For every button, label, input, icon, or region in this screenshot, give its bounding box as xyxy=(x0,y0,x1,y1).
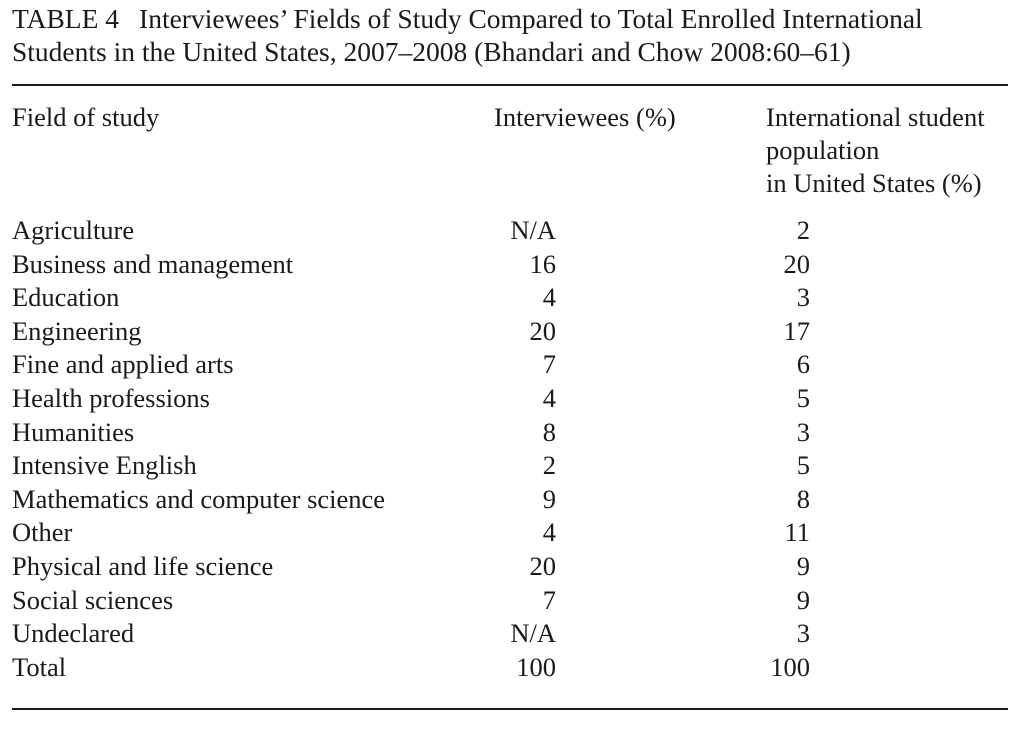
header-interviewees: Interviewees (%) xyxy=(494,102,676,132)
cell-international-percent: 3 xyxy=(796,618,810,649)
cell-field-of-study: Social sciences xyxy=(12,584,174,615)
cell-field-of-study: Mathematics and computer science xyxy=(12,483,386,514)
cell-field-of-study: Health professions xyxy=(12,382,210,413)
cell-international-percent: 8 xyxy=(796,483,810,514)
header-intl-line-3: in United States (%) xyxy=(766,168,982,198)
cell-field-of-study: Agriculture xyxy=(12,215,135,245)
cell-interviewees-percent: N/A xyxy=(510,618,556,649)
table-row xyxy=(12,550,1008,584)
cell-interviewees-percent: 7 xyxy=(542,349,556,380)
table-row xyxy=(12,617,1008,651)
header-field-of-study: Field of study xyxy=(12,102,160,132)
cell-field-of-study: Intensive English xyxy=(12,450,197,481)
cell-interviewees-percent: 4 xyxy=(542,517,556,548)
cell-international-percent: 3 xyxy=(796,416,810,447)
cell-field-of-study: Education xyxy=(12,282,120,313)
table-caption xyxy=(12,2,1008,68)
cell-interviewees-percent: 4 xyxy=(542,282,556,313)
cell-international-percent: 20 xyxy=(783,248,810,279)
table-row xyxy=(12,651,1008,685)
bottom-rule xyxy=(12,708,1008,710)
cell-interviewees-percent: N/A xyxy=(510,215,556,245)
table-body xyxy=(12,214,1008,684)
table-label: TABLE 4 xyxy=(12,3,120,34)
cell-interviewees-percent: 9 xyxy=(542,483,556,514)
cell-field-of-study: Physical and life science xyxy=(12,550,274,581)
cell-field-of-study: Total xyxy=(12,651,67,682)
cell-field-of-study: Other xyxy=(12,517,73,548)
table-row xyxy=(12,449,1008,483)
table-row xyxy=(12,584,1008,618)
cell-international-percent: 2 xyxy=(796,215,810,245)
cell-interviewees-percent: 8 xyxy=(542,416,556,447)
cell-field-of-study: Fine and applied arts xyxy=(12,349,234,380)
header-intl-line-1: International student xyxy=(766,102,985,132)
cell-international-percent: 9 xyxy=(796,550,810,581)
table-row xyxy=(12,516,1008,550)
cell-interviewees-percent: 20 xyxy=(529,550,556,581)
table-row xyxy=(12,315,1008,349)
caption-line-1 xyxy=(12,2,1008,35)
cell-international-percent: 6 xyxy=(796,349,810,380)
cell-international-percent: 3 xyxy=(796,282,810,313)
table-row xyxy=(12,483,1008,517)
table-row xyxy=(12,348,1008,382)
document-page xyxy=(12,0,1008,736)
cell-interviewees-percent: 7 xyxy=(542,584,556,615)
cell-international-percent: 5 xyxy=(796,382,810,413)
table-row xyxy=(12,281,1008,315)
header-intl-line-2: population xyxy=(766,135,880,165)
caption-title-line-1: Interviewees’ Fields of Study Compared to Total Enrolled International xyxy=(139,3,923,34)
cell-field-of-study: Business and management xyxy=(12,248,294,279)
top-rule xyxy=(12,84,1008,86)
cell-field-of-study: Humanities xyxy=(12,416,135,447)
cell-interviewees-percent: 20 xyxy=(529,315,556,346)
cell-interviewees-percent: 100 xyxy=(516,651,556,682)
cell-interviewees-percent: 16 xyxy=(529,248,556,279)
caption-title-line-2: Students in the United States, 2007–2008 (Bhandari and Chow 2008:60–61) xyxy=(12,36,851,67)
table-row xyxy=(12,248,1008,282)
cell-field-of-study: Undeclared xyxy=(12,618,135,649)
header-international-population xyxy=(766,101,1016,200)
cell-interviewees-percent: 2 xyxy=(542,450,556,481)
cell-international-percent: 11 xyxy=(784,517,810,548)
cell-international-percent: 17 xyxy=(783,315,810,346)
cell-international-percent: 9 xyxy=(796,584,810,615)
cell-international-percent: 5 xyxy=(796,450,810,481)
table-row xyxy=(12,416,1008,450)
table-row xyxy=(12,214,1008,248)
cell-interviewees-percent: 4 xyxy=(542,382,556,413)
cell-international-percent: 100 xyxy=(770,651,810,682)
table-row xyxy=(12,382,1008,416)
cell-field-of-study: Engineering xyxy=(12,315,142,346)
